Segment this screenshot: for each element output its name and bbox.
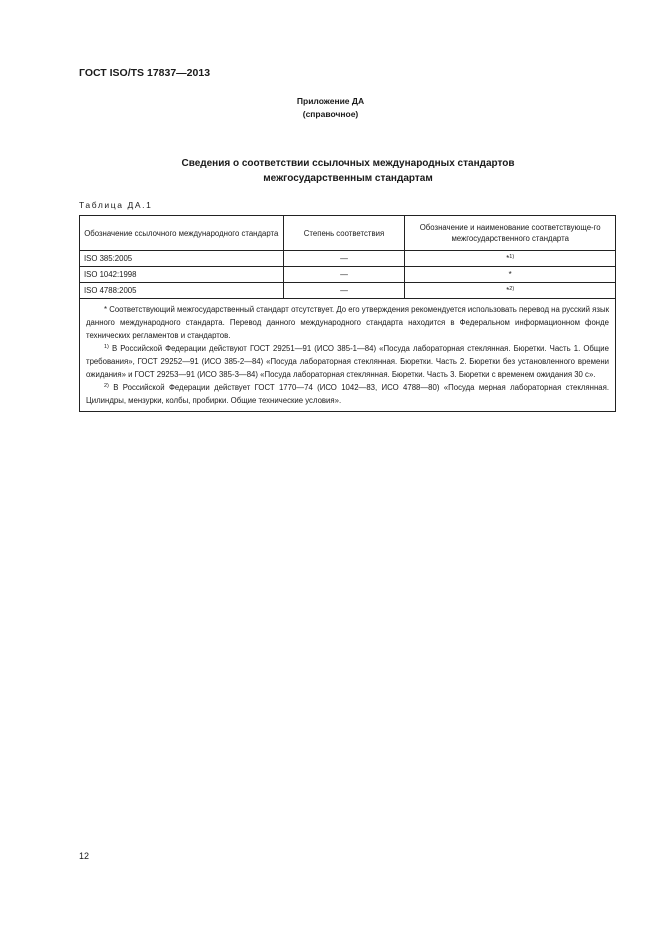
section-title-line1: Сведения о соответствии ссылочных международных стандартов [181, 158, 515, 169]
section-title-line2: межгосударственным стандартам [263, 173, 433, 184]
gost-value: * [508, 270, 512, 279]
gost-value: * [506, 254, 510, 263]
table-label: Таблица ДА.1 [79, 200, 153, 210]
note-1-text: В Российской Федерации действуют ГОСТ 29251—91 (ИСО 385-1—84) «Посуда лабораторная стеклянная. Бюретки. Часть 1. Общие требования», ГОСТ 29252—91 (ИСО 385-2—84) «Посуда лабораторная стеклянная. Бюретки. Часть 2. Бюретки без установленного времени ожидания» и ГОСТ 29253—91 (ИСО 385-3—84) «Посуда лабораторная стеклянная. Бюретки. Часть 3. Бюретки с временем ожидания 30 с». [86, 344, 609, 379]
table-notes-row [80, 299, 616, 412]
standard-cell: ISO 385:2005 [80, 251, 284, 267]
gost-cell [405, 251, 616, 267]
table-notes [80, 299, 616, 412]
correspondence-table [79, 215, 616, 412]
table-header-row [80, 216, 616, 251]
column-header: Степень соответствия [283, 216, 405, 251]
note-1 [86, 342, 609, 381]
note-2-text: В Российской Федерации действует ГОСТ 1770—74 (ИСО 1042—83, ИСО 4788—80) «Посуда мерная лабораторная стеклянная. Цилиндры, мензурки, колбы, пробирки. Общие технические условия». [86, 383, 609, 405]
table-row [80, 283, 616, 299]
note-1-mark: 1) [104, 344, 109, 350]
gost-cell [405, 283, 616, 299]
footnote-ref: 1) [509, 254, 515, 260]
document-header: ГОСТ ISO/TS 17837—2013 [79, 67, 211, 79]
annex-subtitle: (справочное) [302, 109, 359, 119]
table-row [80, 267, 616, 283]
annex-heading [0, 95, 661, 121]
column-header: Обозначение и наименование соответствующе-го межгосударственного стандарта [405, 216, 616, 251]
annex-title: Приложение ДА [296, 96, 365, 106]
table-row [80, 251, 616, 267]
degree-cell: — [283, 283, 405, 299]
column-header: Обозначение ссылочного международного стандарта [80, 216, 284, 251]
note-star: * Соответствующий межгосударственный стандарт отсутствует. До его утверждения рекомендуется использовать перевод на русский язык данного международного стандарта. Перевод данного международного стандарта находится в Федеральном информационном фонде технических регламентов и стандартов. [86, 305, 609, 340]
degree-cell: — [283, 267, 405, 283]
footnote-ref: 2) [509, 286, 515, 292]
degree-cell: — [283, 251, 405, 267]
section-title [79, 156, 617, 186]
note-2-mark: 2) [104, 383, 109, 389]
gost-cell [405, 267, 616, 283]
gost-value: * [506, 286, 510, 295]
standard-cell: ISO 1042:1998 [80, 267, 284, 283]
page-number: 12 [79, 851, 90, 861]
note-2 [86, 381, 609, 407]
standard-cell: ISO 4788:2005 [80, 283, 284, 299]
